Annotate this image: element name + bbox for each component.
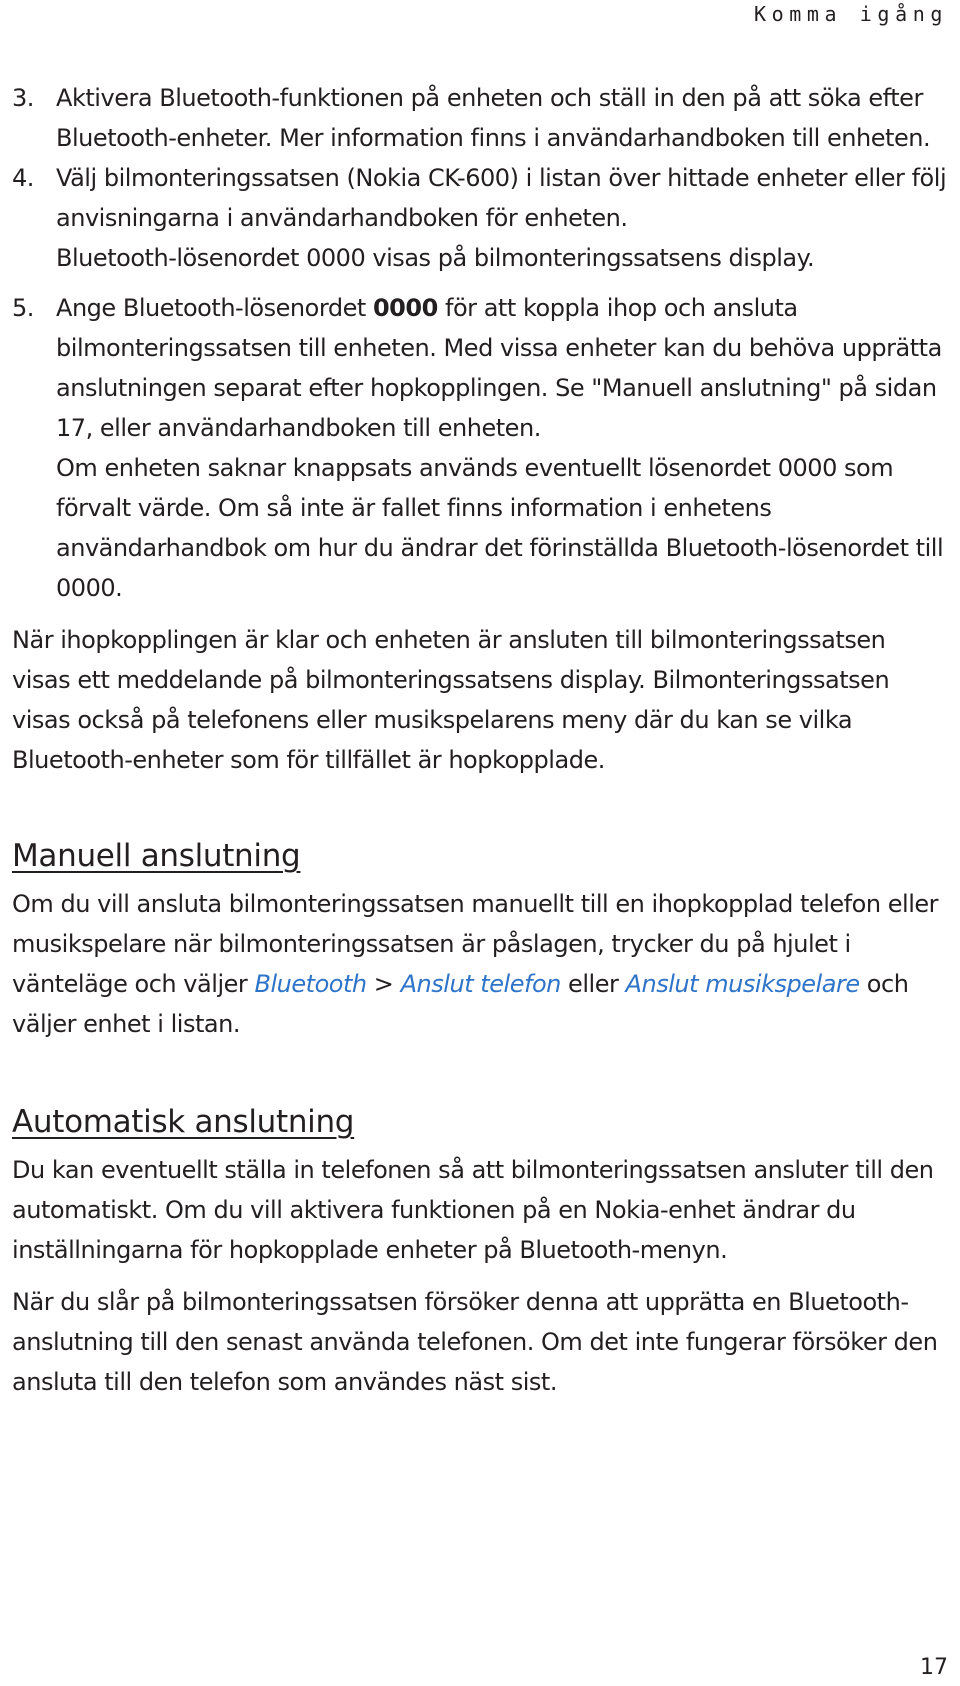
page-content [12, 78, 948, 1402]
step-5 [12, 288, 948, 608]
menu-item-connect-music-player: Anslut musikspelare [625, 970, 860, 998]
step-note: Om enheten saknar knappsats används eventuellt lösenordet 0000 som förvalt värde. Om så inte är fallet finns information i enhetens användarhandbok om hur du ändrar det förinställda Bluetooth-lösenordet till 0000. [56, 454, 944, 602]
step-4 [12, 158, 948, 278]
menu-item-bluetooth: Bluetooth [254, 970, 367, 998]
section-heading-manual-connection: Manuell anslutning [12, 838, 301, 874]
step-number: 4. [12, 164, 34, 192]
auto-connection-paragraph-1: Du kan eventuellt ställa in telefonen så att bilmonteringssatsen ansluter till den automatiskt. Om du vill aktivera funktionen på en Nokia-enhet ändrar du inställningarna för hopkopplade enheter på Bluetooth-menyn. [12, 1156, 934, 1264]
step-note: Bluetooth-lösenordet 0000 visas på bilmonteringssatsens display. [56, 244, 815, 272]
page-number: 17 [920, 1655, 948, 1680]
menu-separator: > [366, 970, 401, 998]
manual-connection-paragraph [12, 884, 948, 1044]
step-text [56, 288, 948, 448]
menu-item-connect-phone: Anslut telefon [400, 970, 561, 998]
step-text: Välj bilmonteringssatsen (Nokia CK-600) i listan över hittade enheter eller följ anvisningarna i användarhandboken för enheten. [56, 164, 947, 232]
passkey-code: 0000 [372, 294, 438, 322]
manual-text-2: eller [560, 970, 626, 998]
step-3 [12, 78, 948, 158]
step-text-end: för att koppla ihop och ansluta bilmonteringssatsen till enheten. Med vissa enheter kan du behöva upprätta anslutningen separat efter hopkopplingen. Se "Manuell anslutning" på sidan 17, eller användarhandboken till enheten. [56, 294, 942, 442]
manual-text-1: Om du vill ansluta bilmonteringssatsen manuellt till en ihopkopplad telefon eller musikspelare när bilmonteringssatsen är påslagen, trycker du på hjulet i vänteläge och väljer [12, 890, 939, 998]
running-header: Komma igång [753, 2, 948, 26]
auto-connection-paragraph-2: När du slår på bilmonteringssatsen försöker denna att upprätta en Bluetooth-anslutning till den senast använda telefonen. Om det inte fungerar försöker den ansluta till den telefon som användes näst sist. [12, 1288, 938, 1396]
step-text-start: Ange Bluetooth-lösenordet [56, 294, 373, 322]
pairing-complete-paragraph: När ihopkopplingen är klar och enheten är ansluten till bilmonteringssatsen visas ett meddelande på bilmonteringssatsens display. Bilmonteringssatsen visas också på telefonens eller musikspelarens meny där du kan se vilka Bluetooth-enheter som för tillfället är hopkopplade. [12, 626, 890, 774]
step-text: Aktivera Bluetooth-funktionen på enheten och ställ in den på att söka efter Bluetooth-enheter. Mer information finns i användarhandboken till enheten. [56, 84, 931, 152]
step-number: 5. [12, 294, 34, 322]
step-number: 3. [12, 84, 34, 112]
section-heading-automatic-connection: Automatisk anslutning [12, 1104, 355, 1140]
manual-text-3: och väljer enhet i listan. [12, 970, 909, 1038]
